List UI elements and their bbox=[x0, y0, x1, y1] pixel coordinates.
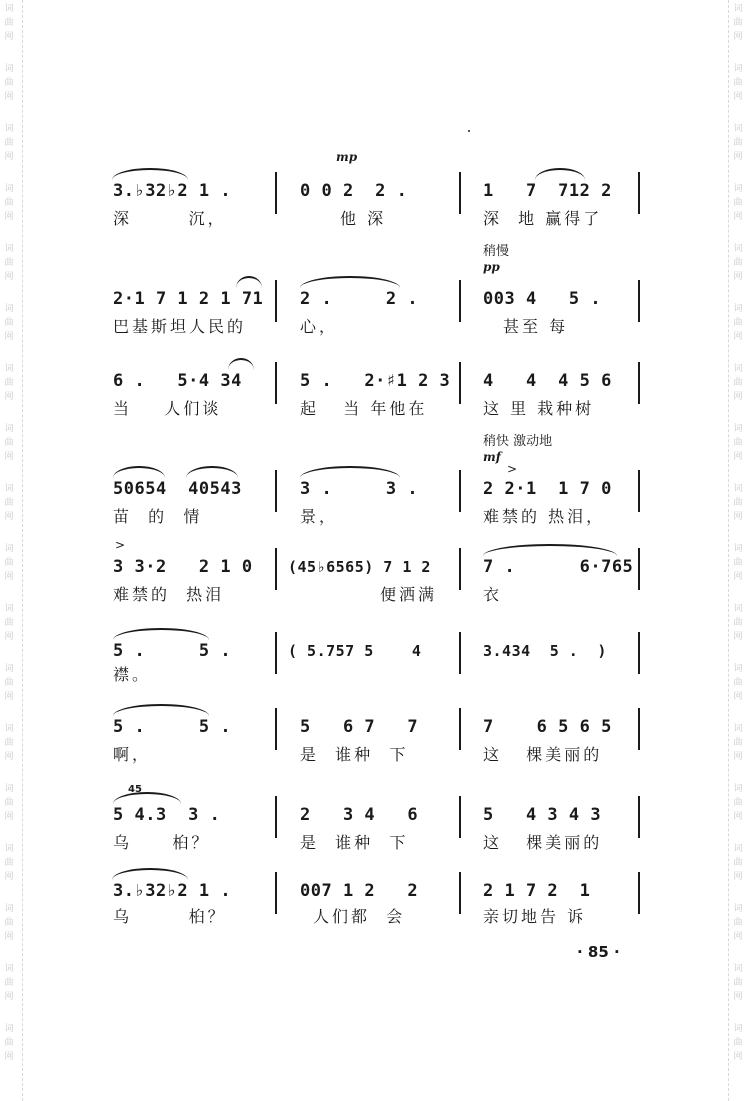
watermark-glyph: 曲 bbox=[733, 78, 743, 88]
watermark-glyph: 曲 bbox=[4, 18, 14, 28]
lyric-line: 甚至 每 bbox=[503, 317, 569, 336]
watermark-glyph: 曲 bbox=[733, 918, 743, 928]
barline bbox=[459, 632, 461, 674]
measure-notes: 007 1 2 2 bbox=[300, 881, 419, 901]
dynamic-mark: mf bbox=[483, 450, 501, 464]
watermark-glyph: 词 bbox=[4, 664, 14, 674]
watermark-glyph: 曲 bbox=[4, 738, 14, 748]
slur bbox=[113, 628, 209, 640]
watermark-glyph: 曲 bbox=[4, 258, 14, 268]
lyric-line: 乌 桕？ bbox=[113, 833, 211, 852]
watermark-glyph: 曲 bbox=[733, 678, 743, 688]
watermark-glyph: 词 bbox=[4, 784, 14, 794]
barline bbox=[459, 470, 461, 512]
lyric-line: 乌 桕？ bbox=[113, 907, 227, 926]
lyric-line: 衣 bbox=[483, 585, 503, 604]
slur bbox=[236, 276, 262, 288]
watermark-glyph: 网 bbox=[733, 332, 743, 342]
watermark-glyph: 网 bbox=[4, 692, 14, 702]
watermark-glyph: 曲 bbox=[733, 798, 743, 808]
lyric-line: 起 当 年他在 bbox=[300, 399, 428, 418]
watermark-glyph: 网 bbox=[733, 452, 743, 462]
accent-mark: > bbox=[115, 538, 126, 552]
watermark-glyph: 词 bbox=[733, 664, 743, 674]
page-number: · 85 · bbox=[577, 943, 620, 961]
lyric-line: 难禁的 热泪 bbox=[113, 585, 225, 604]
slur bbox=[112, 868, 188, 880]
watermark-glyph: 曲 bbox=[4, 138, 14, 148]
watermark-glyph: 曲 bbox=[733, 618, 743, 628]
barline bbox=[638, 872, 640, 914]
lyric-line: 深 地 赢得了 bbox=[483, 209, 603, 228]
watermark-glyph: 词 bbox=[4, 904, 14, 914]
barline bbox=[459, 362, 461, 404]
watermark-glyph: 曲 bbox=[733, 378, 743, 388]
barline bbox=[459, 172, 461, 214]
dynamic-mark: mp bbox=[336, 150, 358, 164]
measure-notes: 2 . 2 . bbox=[300, 289, 419, 309]
watermark-glyph: 曲 bbox=[4, 798, 14, 808]
lyric-line: 景， bbox=[300, 507, 339, 526]
watermark-glyph: 词 bbox=[733, 604, 743, 614]
watermark-glyph: 曲 bbox=[4, 558, 14, 568]
measure-notes: 50654 40543 bbox=[113, 479, 242, 499]
measure-notes: 5 . 2·♯1 2 3 bbox=[300, 371, 451, 391]
lyric-line: 这 棵美丽的 bbox=[483, 745, 603, 764]
lyric-line: 这 棵美丽的 bbox=[483, 833, 603, 852]
watermark-glyph: 词 bbox=[4, 4, 14, 14]
watermark-glyph: 词 bbox=[4, 304, 14, 314]
measure-notes: 2 2·1 1 7 0 bbox=[483, 479, 612, 499]
lyric-line: 是 谁种 下 bbox=[300, 833, 409, 852]
watermark-glyph: 网 bbox=[4, 32, 14, 42]
measure-notes: 2·1 7 1 2 1 71 bbox=[113, 289, 264, 309]
watermark-glyph: 网 bbox=[4, 812, 14, 822]
watermark-glyph: 曲 bbox=[733, 438, 743, 448]
slur bbox=[113, 704, 209, 716]
watermark-glyph: 曲 bbox=[4, 438, 14, 448]
watermark-glyph: 网 bbox=[733, 512, 743, 522]
measure-notes: 7 . 6·765 bbox=[483, 557, 634, 577]
watermark-glyph: 曲 bbox=[4, 978, 14, 988]
barline bbox=[459, 548, 461, 590]
watermark-glyph: 网 bbox=[4, 992, 14, 1002]
watermark-glyph: 词 bbox=[733, 64, 743, 74]
measure-notes: 3.434 5 . ) bbox=[483, 642, 607, 660]
watermark-glyph: 曲 bbox=[733, 138, 743, 148]
measure-notes: 5 6 7 7 bbox=[300, 717, 419, 737]
watermark-glyph: 曲 bbox=[4, 498, 14, 508]
slur bbox=[300, 276, 400, 288]
barline bbox=[275, 872, 277, 914]
measure-notes: 5 . 5 . bbox=[113, 717, 232, 737]
barline bbox=[459, 872, 461, 914]
watermark-glyph: 网 bbox=[733, 632, 743, 642]
measure-notes: 3 . 3 . bbox=[300, 479, 419, 499]
barline bbox=[459, 708, 461, 750]
watermark-glyph: 词 bbox=[4, 724, 14, 734]
barline bbox=[638, 172, 640, 214]
barline bbox=[638, 632, 640, 674]
watermark-glyph: 曲 bbox=[733, 1038, 743, 1048]
measure-notes: 1 7 712 2 bbox=[483, 181, 612, 201]
watermark-glyph: 网 bbox=[733, 572, 743, 582]
measure-notes: (45♭6565) 7 1 2 bbox=[288, 558, 431, 576]
watermark-glyph: 曲 bbox=[733, 498, 743, 508]
watermark-glyph: 网 bbox=[4, 272, 14, 282]
watermark-glyph: 网 bbox=[733, 812, 743, 822]
watermark-glyph: 网 bbox=[733, 872, 743, 882]
lyric-line: 啊， bbox=[113, 745, 152, 764]
measure-notes: 2 3 4 6 bbox=[300, 805, 419, 825]
watermark-glyph: 曲 bbox=[4, 1038, 14, 1048]
lyric-line: 深 沉， bbox=[113, 209, 227, 228]
measure-notes: 5 4 3 4 3 bbox=[483, 805, 602, 825]
scan-speck bbox=[468, 130, 470, 132]
measure-notes: 7 6 5 6 5 bbox=[483, 717, 612, 737]
lyric-line: 巴基斯坦人民的 bbox=[113, 317, 247, 336]
measure-notes: 5 4.3 3 . bbox=[113, 805, 221, 825]
slur bbox=[186, 466, 238, 478]
watermark-glyph: 词 bbox=[733, 124, 743, 134]
watermark-glyph: 网 bbox=[733, 152, 743, 162]
watermark-glyph: 网 bbox=[4, 752, 14, 762]
barline bbox=[275, 548, 277, 590]
watermark-glyph: 词 bbox=[4, 964, 14, 974]
lyric-line: 当 人们谈 bbox=[113, 399, 222, 418]
accent-mark: > bbox=[507, 462, 518, 476]
watermark-glyph: 词 bbox=[733, 724, 743, 734]
grace-notes: 45 bbox=[128, 784, 142, 795]
measure-notes: 3.♭32♭2 1 . bbox=[113, 181, 232, 201]
lyric-line: 亲切地告 诉 bbox=[483, 907, 587, 926]
tempo-marking: 稍慢 bbox=[483, 244, 510, 259]
watermark-glyph: 曲 bbox=[4, 78, 14, 88]
watermark-glyph: 曲 bbox=[733, 738, 743, 748]
watermark-glyph: 曲 bbox=[733, 978, 743, 988]
watermark-glyph: 曲 bbox=[733, 558, 743, 568]
measure-notes: 5 . 5 . bbox=[113, 641, 232, 661]
watermark-glyph: 词 bbox=[733, 364, 743, 374]
watermark-glyph: 词 bbox=[733, 4, 743, 14]
measure-notes: 6 . 5·4 34 bbox=[113, 371, 242, 391]
watermark-glyph: 网 bbox=[4, 572, 14, 582]
watermark-glyph: 网 bbox=[4, 1052, 14, 1062]
lyric-line: 便洒满 bbox=[380, 585, 438, 604]
lyric-line: 襟。 bbox=[113, 665, 152, 684]
watermark-glyph: 词 bbox=[4, 844, 14, 854]
slur bbox=[300, 466, 400, 478]
watermark-glyph: 网 bbox=[733, 272, 743, 282]
watermark-glyph: 网 bbox=[4, 932, 14, 942]
barline bbox=[638, 362, 640, 404]
watermark-glyph: 曲 bbox=[4, 918, 14, 928]
watermark-glyph: 词 bbox=[4, 604, 14, 614]
watermark-glyph: 曲 bbox=[733, 18, 743, 28]
barline bbox=[638, 548, 640, 590]
dynamic-mark: pp bbox=[483, 260, 500, 274]
watermark-glyph: 词 bbox=[4, 364, 14, 374]
barline bbox=[459, 796, 461, 838]
watermark-glyph: 曲 bbox=[733, 258, 743, 268]
watermark-glyph: 曲 bbox=[733, 858, 743, 868]
watermark-glyph: 词 bbox=[733, 184, 743, 194]
watermark-glyph: 词 bbox=[733, 304, 743, 314]
watermark-glyph: 曲 bbox=[4, 858, 14, 868]
slur bbox=[112, 168, 188, 180]
watermark-glyph: 网 bbox=[4, 512, 14, 522]
watermark-glyph: 词 bbox=[4, 484, 14, 494]
watermark-glyph: 曲 bbox=[4, 618, 14, 628]
barline bbox=[275, 632, 277, 674]
watermark-glyph: 词 bbox=[733, 784, 743, 794]
measure-notes: 4 4 4 5 6 bbox=[483, 371, 612, 391]
measure-notes: 003 4 5 . bbox=[483, 289, 602, 309]
watermark-glyph: 词 bbox=[733, 424, 743, 434]
slur bbox=[113, 792, 181, 804]
watermark-glyph: 网 bbox=[4, 452, 14, 462]
barline bbox=[275, 708, 277, 750]
measure-notes: 0 0 2 2 . bbox=[300, 181, 408, 201]
watermark-glyph: 曲 bbox=[4, 198, 14, 208]
barline bbox=[275, 172, 277, 214]
watermark-glyph: 曲 bbox=[4, 678, 14, 688]
watermark-glyph: 词 bbox=[4, 544, 14, 554]
lyric-line: 是 谁种 下 bbox=[300, 745, 409, 764]
watermark-glyph: 词 bbox=[733, 244, 743, 254]
watermark-glyph: 词 bbox=[4, 424, 14, 434]
watermark-glyph: 词 bbox=[733, 844, 743, 854]
watermark-glyph: 网 bbox=[733, 392, 743, 402]
watermark-glyph: 网 bbox=[733, 212, 743, 222]
measure-notes: 3.♭32♭2 1 . bbox=[113, 881, 232, 901]
lyric-line: 这 里 栽种树 bbox=[483, 399, 595, 418]
slur bbox=[535, 168, 585, 180]
lyric-line: 苗 的 情 bbox=[113, 507, 203, 526]
watermark-glyph: 网 bbox=[733, 932, 743, 942]
watermark-glyph: 曲 bbox=[4, 378, 14, 388]
watermark-glyph: 词 bbox=[733, 544, 743, 554]
watermark-glyph: 词 bbox=[4, 184, 14, 194]
watermark-glyph: 词 bbox=[733, 1024, 743, 1034]
watermark-glyph: 网 bbox=[4, 92, 14, 102]
watermark-glyph: 词 bbox=[4, 124, 14, 134]
watermark-glyph: 曲 bbox=[733, 198, 743, 208]
watermark-glyph: 曲 bbox=[4, 318, 14, 328]
barline bbox=[638, 708, 640, 750]
watermark-glyph: 网 bbox=[4, 212, 14, 222]
measure-notes: 2 1 7 2 1 bbox=[483, 881, 591, 901]
watermark-glyph: 词 bbox=[733, 904, 743, 914]
slur bbox=[228, 358, 254, 370]
measure-notes: ( 5.757 5 4 bbox=[288, 642, 422, 660]
measure-notes: 3 3·2 2 1 0 bbox=[113, 557, 253, 577]
watermark-glyph: 网 bbox=[4, 632, 14, 642]
barline bbox=[275, 796, 277, 838]
barline bbox=[459, 280, 461, 322]
watermark-glyph: 词 bbox=[4, 1024, 14, 1034]
watermark-glyph: 网 bbox=[4, 872, 14, 882]
watermark-glyph: 网 bbox=[733, 32, 743, 42]
lyric-line: 心， bbox=[300, 317, 339, 336]
slur bbox=[483, 544, 617, 556]
watermark-glyph: 曲 bbox=[733, 318, 743, 328]
barline bbox=[275, 280, 277, 322]
lyric-line: 难禁的 热泪， bbox=[483, 507, 606, 526]
lyric-line: 他 深 bbox=[340, 209, 387, 228]
watermark-glyph: 词 bbox=[4, 64, 14, 74]
tempo-marking: 稍快 激动地 bbox=[483, 434, 553, 449]
watermark-glyph: 网 bbox=[733, 92, 743, 102]
watermark-glyph: 词 bbox=[733, 964, 743, 974]
watermark-glyph: 网 bbox=[733, 752, 743, 762]
barline bbox=[275, 470, 277, 512]
lyric-line: 人们都 会 bbox=[313, 907, 406, 926]
barline bbox=[638, 470, 640, 512]
barline bbox=[638, 280, 640, 322]
watermark-glyph: 网 bbox=[733, 692, 743, 702]
watermark-glyph: 网 bbox=[4, 152, 14, 162]
watermark-glyph: 网 bbox=[733, 992, 743, 1002]
watermark-glyph: 网 bbox=[4, 392, 14, 402]
barline bbox=[275, 362, 277, 404]
watermark-glyph: 网 bbox=[733, 1052, 743, 1062]
watermark-glyph: 词 bbox=[4, 244, 14, 254]
watermark-glyph: 网 bbox=[4, 332, 14, 342]
barline bbox=[638, 796, 640, 838]
watermark-glyph: 词 bbox=[733, 484, 743, 494]
slur bbox=[113, 466, 165, 478]
